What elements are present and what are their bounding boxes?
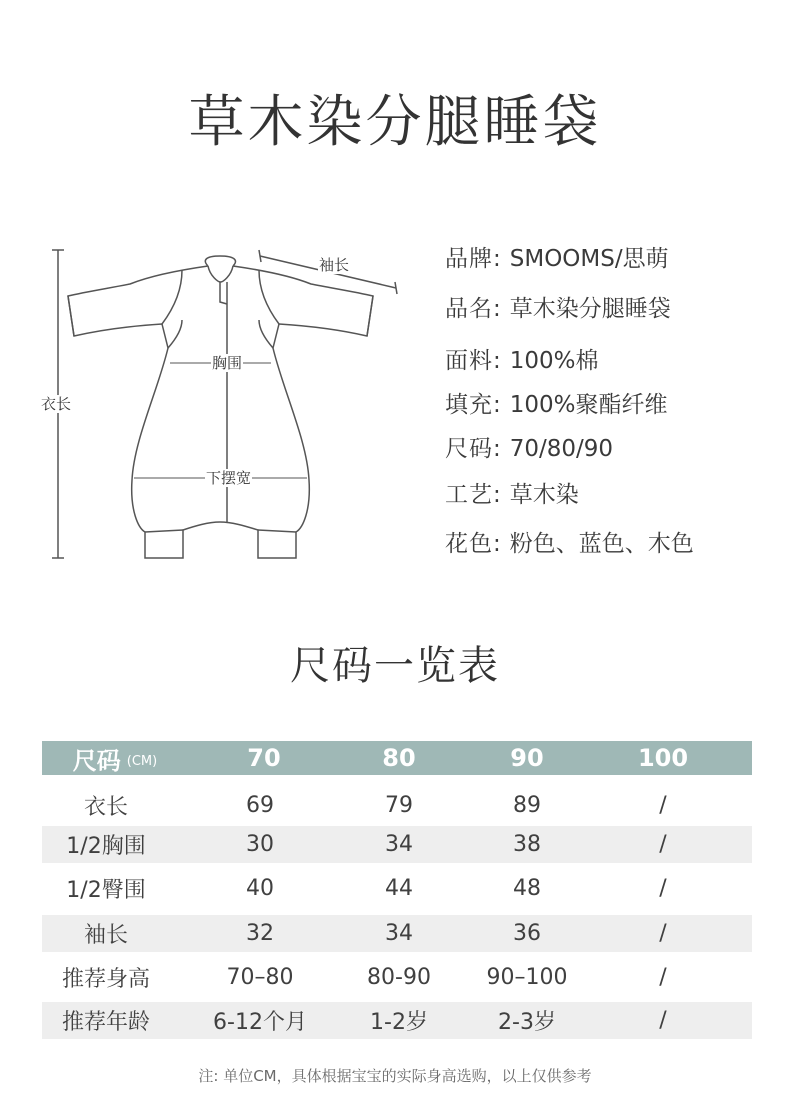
table-cell: 79 — [385, 792, 413, 818]
header-label-cell — [42, 741, 188, 775]
spec-value: 100%棉 — [509, 348, 599, 374]
table-cell: 36 — [513, 921, 541, 946]
table-cell: / — [659, 792, 667, 818]
table-cell: 70–80 — [226, 965, 294, 990]
table-cell: 1-2岁 — [370, 1010, 428, 1035]
spec-value: SMOOMS/思萌 — [509, 246, 669, 272]
spec-value: 草木染 — [509, 482, 579, 508]
row-label: 1/2臀围 — [66, 877, 146, 903]
spec-key: 尺码: — [445, 436, 502, 462]
table-cell: 89 — [513, 792, 541, 818]
spec-key: 填充: — [445, 392, 502, 418]
table-cell: / — [659, 832, 667, 857]
spec-row-craft — [445, 480, 579, 510]
table-row — [42, 826, 752, 863]
spec-key: 工艺: — [445, 482, 502, 508]
body-length-label: 衣长 — [41, 395, 72, 413]
table-cell: 69 — [246, 792, 274, 818]
sleep-sack-diagram — [30, 230, 430, 580]
row-label: 1/2胸围 — [66, 834, 146, 859]
table-row — [42, 785, 752, 825]
table-row — [42, 1002, 752, 1039]
chest-label: 胸围 — [212, 354, 243, 372]
table-cell: 2-3岁 — [498, 1010, 556, 1035]
page-title: 草木染分腿睡袋 — [188, 90, 602, 155]
header-size-cell: 80 — [382, 744, 416, 772]
header-size-cell: 70 — [247, 744, 281, 772]
row-label: 衣长 — [83, 794, 128, 820]
spec-row-color — [445, 529, 694, 559]
row-label: 推荐身高 — [61, 967, 150, 992]
table-cell: / — [659, 965, 667, 990]
table-row — [42, 915, 752, 952]
table-cell: 34 — [385, 921, 413, 946]
table-row — [42, 957, 752, 998]
size-table-header — [42, 741, 752, 775]
hem-width-label: 下摆宽 — [206, 469, 252, 487]
spec-value: 粉色、蓝色、木色 — [509, 531, 694, 557]
table-cell: 48 — [513, 875, 541, 901]
spec-value: 70/80/90 — [509, 436, 614, 462]
table-cell: 90–100 — [486, 965, 568, 990]
spec-row-size — [445, 434, 613, 464]
header-unit: (CM) — [126, 753, 158, 769]
spec-key: 面料: — [445, 348, 502, 374]
table-cell: 40 — [246, 875, 274, 901]
spec-row-brand — [445, 244, 669, 274]
spec-key: 品牌: — [445, 246, 502, 272]
table-cell: / — [659, 1008, 667, 1033]
spec-key: 花色: — [445, 531, 502, 557]
spec-value: 草木染分腿睡袋 — [509, 296, 671, 322]
sleep-sack-outline — [30, 230, 430, 580]
header-label: 尺码 — [72, 746, 121, 775]
spec-key: 品名: — [445, 296, 502, 322]
header-size-cell: 90 — [510, 744, 544, 772]
table-cell: 44 — [385, 875, 413, 901]
table-cell: 30 — [246, 832, 274, 857]
table-cell: 80-90 — [367, 965, 431, 990]
table-cell: 38 — [513, 832, 541, 857]
table-row — [42, 867, 752, 909]
spec-row-name — [445, 294, 671, 324]
table-cell: 6-12个月 — [213, 1010, 307, 1035]
header-size-cell: 100 — [637, 744, 689, 772]
table-cell: 34 — [385, 832, 413, 857]
table-cell: / — [659, 921, 667, 946]
size-table-title: 尺码一览表 — [290, 643, 500, 689]
spec-row-filling — [445, 390, 668, 420]
spec-row-fabric — [445, 346, 599, 376]
row-label: 袖长 — [83, 923, 128, 948]
table-cell: 32 — [246, 921, 274, 946]
spec-value: 100%聚酯纤维 — [509, 392, 668, 418]
footnote: 注: 单位CM，具体根据宝宝的实际身高选购，以上仅供参考 — [198, 1067, 592, 1085]
sleeve-length-label: 袖长 — [319, 256, 350, 274]
row-label: 推荐年龄 — [61, 1010, 150, 1035]
table-cell: / — [659, 875, 667, 901]
